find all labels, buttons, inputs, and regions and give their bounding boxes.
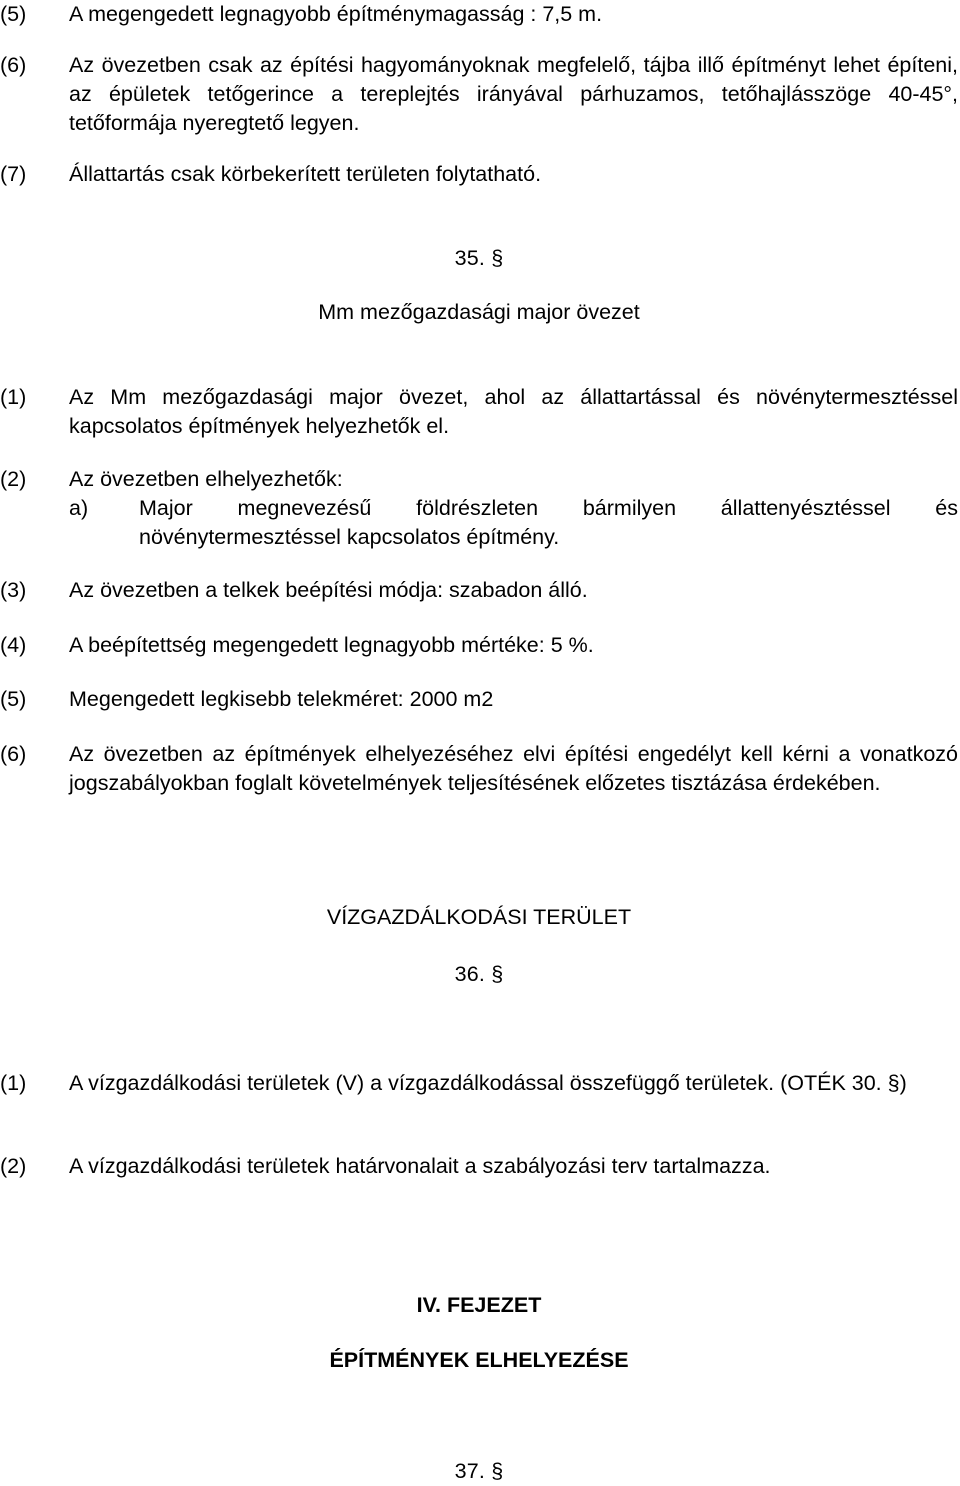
section-35-paragraph-1: [0, 383, 958, 441]
section-35-paragraph-3: [0, 576, 958, 605]
paragraph-text: Megengedett legkisebb telekméret: 2000 m2: [69, 687, 494, 711]
section-35-paragraph-4: [0, 631, 958, 660]
paragraph-number: (5): [0, 687, 27, 711]
paragraph-number: (2): [0, 467, 27, 491]
chapter-title: ÉPÍTMÉNYEK ELHELYEZÉSE: [329, 1348, 629, 1372]
paragraph-number: (7): [0, 162, 27, 186]
paragraph-5-max-height: [0, 0, 958, 29]
paragraph-number: (6): [0, 53, 27, 77]
paragraph-text: Az övezetben a telkek beépítési módja: szabadon álló.: [69, 578, 588, 602]
section-35-title: Mm mezőgazdasági major övezet: [318, 300, 640, 324]
paragraph-text: A megengedett legnagyobb építménymagasság : 7,5 m.: [69, 2, 603, 26]
paragraph-number: (6): [0, 742, 27, 766]
paragraph-text: Az övezetben az építmények elhelyezéséhez elvi építési engedélyt kell kérni a vonatkozó jogszabályokban foglalt követelmények teljesítésének előzetes tisztázása érdekében.: [69, 742, 958, 795]
section-35-paragraph-5: [0, 685, 958, 714]
paragraph-number: (1): [0, 1071, 27, 1095]
sub-item-a: [69, 494, 958, 552]
sub-item-label: a): [69, 496, 89, 520]
chapter-number: IV. FEJEZET: [416, 1293, 542, 1317]
section-35-paragraph-2: [0, 465, 958, 552]
paragraph-text: Az Mm mezőgazdasági major övezet, ahol az állattartással és növénytermesztéssel kapcsolatos építmények helyezhetők el.: [69, 385, 958, 438]
paragraph-text: A vízgazdálkodási területek (V) a vízgazdálkodással összefüggő területek. (OTÉK 30. §): [69, 1071, 907, 1095]
section-35-number: 35. §: [454, 246, 504, 270]
paragraph-6-building-style: [0, 51, 958, 138]
sub-item-text: Major megnevezésű földrészleten bármilyen állattenyésztéssel és növénytermesztéssel kapcsolatos építmény.: [139, 496, 958, 549]
section-36-paragraph-1: [0, 1069, 958, 1098]
paragraph-7-animal-keeping: [0, 160, 958, 189]
paragraph-number: (1): [0, 385, 27, 409]
paragraph-number: (4): [0, 633, 27, 657]
paragraph-number: (3): [0, 578, 27, 602]
section-36-number: 36. §: [454, 962, 504, 986]
paragraph-number: (5): [0, 2, 27, 26]
paragraph-text: A beépítettség megengedett legnagyobb mértéke: 5 %.: [69, 633, 594, 657]
section-36-paragraph-2: [0, 1152, 958, 1181]
water-area-heading: VÍZGAZDÁLKODÁSI TERÜLET: [326, 905, 632, 929]
section-37-number: 37. §: [454, 1459, 504, 1483]
section-35-paragraph-6: [0, 740, 958, 798]
paragraph-text: Az övezetben csak az építési hagyományoknak megfelelő, tájba illő építményt lehet építeni, az épületek tetőgerince a tereplejtés irányával párhuzamos, tetőhajlásszöge 40-45°, tetőformája nyeregtető legyen.: [69, 53, 958, 135]
paragraph-text: A vízgazdálkodási területek határvonalait a szabályozási terv tartalmazza.: [69, 1154, 771, 1178]
paragraph-text: Az övezetben elhelyezhetők:: [69, 467, 343, 491]
paragraph-text: Állattartás csak körbekerített területen folytatható.: [69, 162, 542, 186]
paragraph-number: (2): [0, 1154, 27, 1178]
